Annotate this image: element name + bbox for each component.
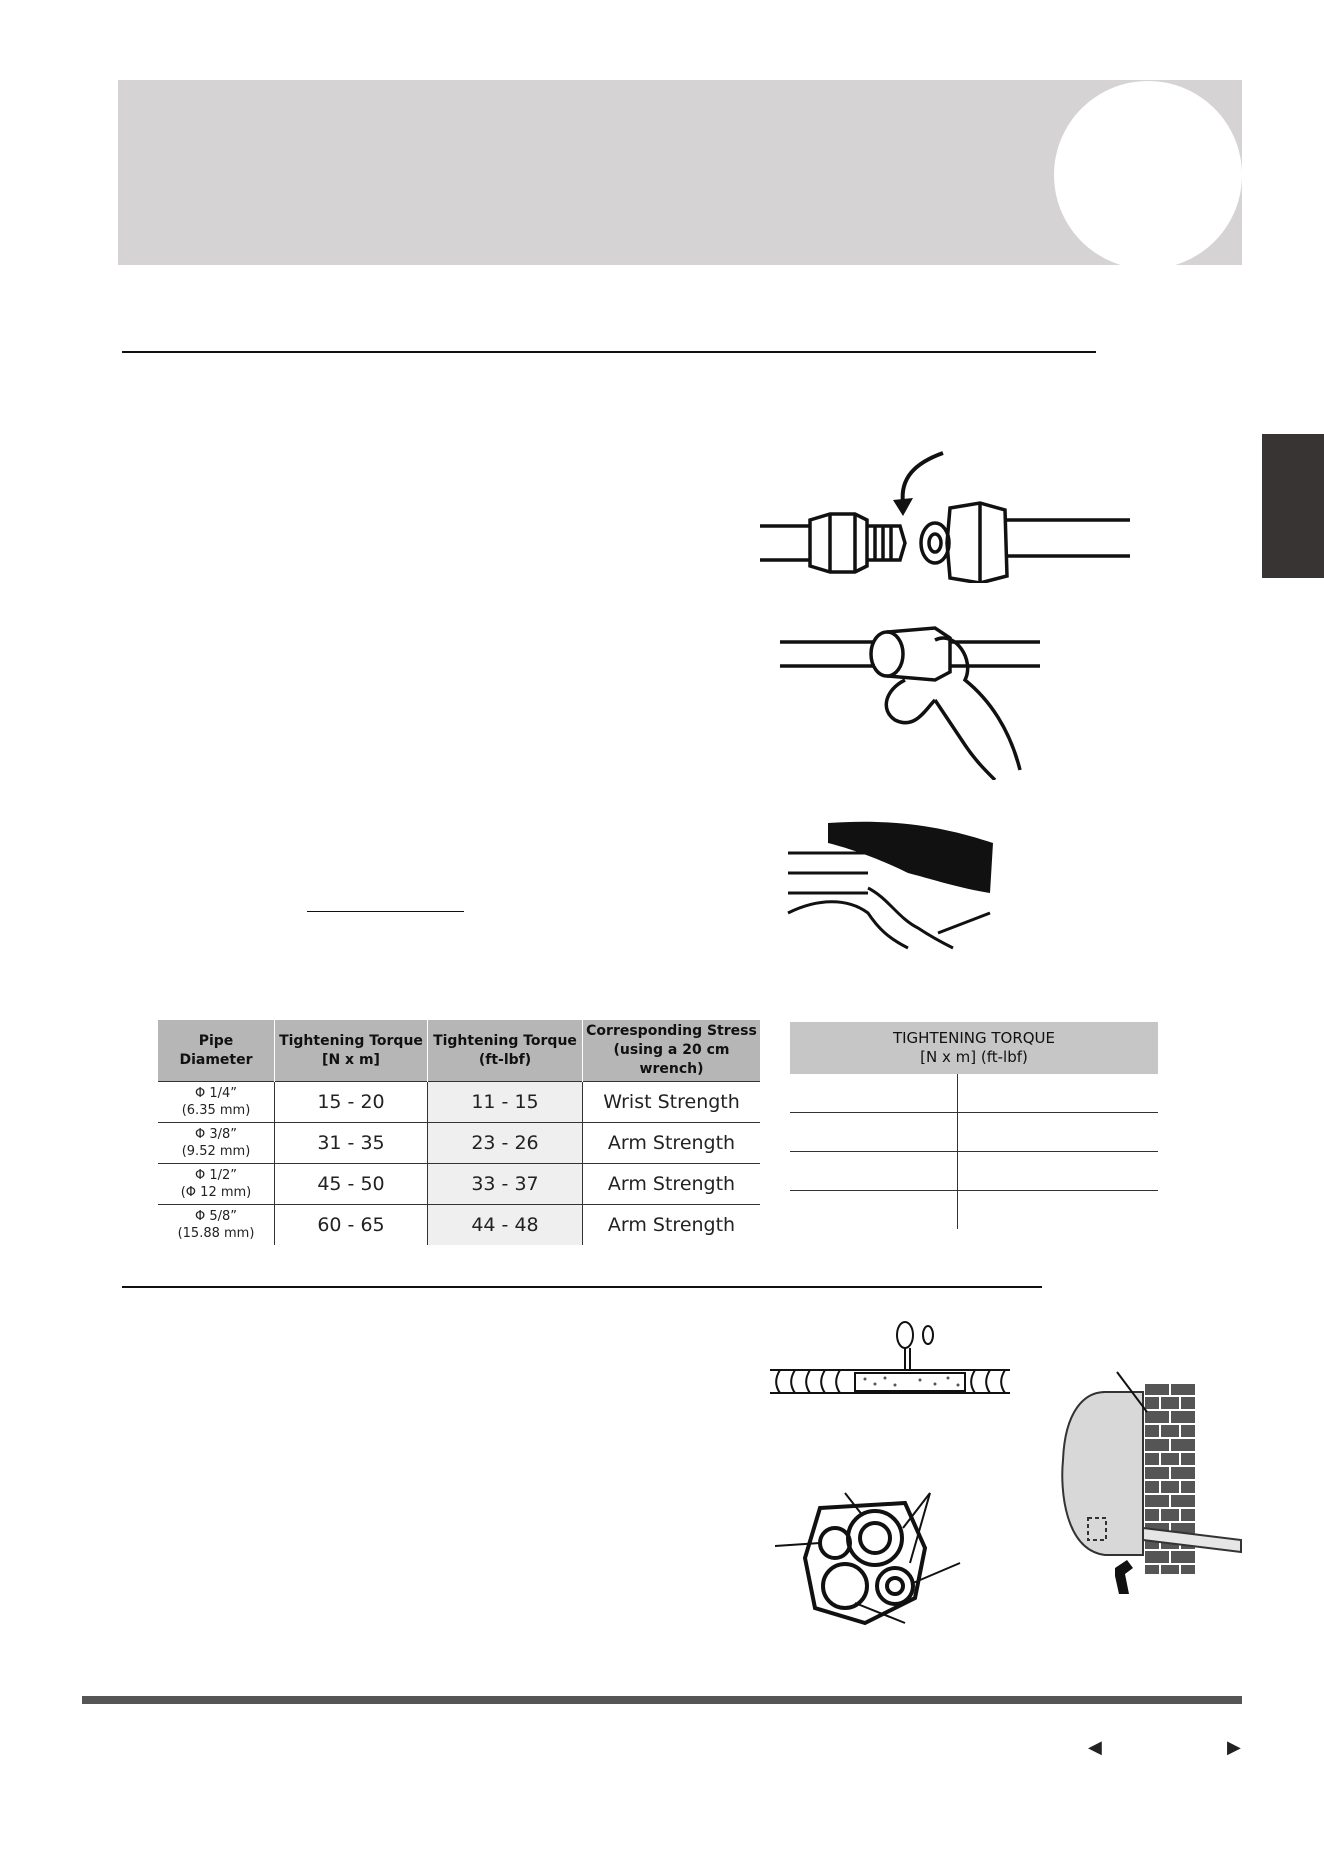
diameter-value: Φ 3/8” xyxy=(194,1127,238,1142)
tightening-torque-header xyxy=(790,1022,1158,1074)
column-divider xyxy=(957,1191,958,1229)
section-rule-top xyxy=(122,351,1096,353)
wrapping-pipes-illustration xyxy=(778,818,998,953)
pipe-diameter-cell xyxy=(158,1164,275,1205)
right-triangle-icon[interactable]: ▶ xyxy=(1227,1737,1241,1757)
torque-ftlbf-cell: 33 - 37 xyxy=(428,1164,583,1205)
header-line: (using a 20 cm wrench) xyxy=(613,1042,730,1077)
left-triangle-icon[interactable]: ◀ xyxy=(1088,1737,1102,1757)
pipe-diameter-cell xyxy=(158,1205,275,1246)
chapter-tab[interactable] xyxy=(1262,434,1324,578)
header-circle xyxy=(1054,81,1242,269)
torque-ftlbf-cell: 11 - 15 xyxy=(428,1082,583,1123)
header-pipe-diameter xyxy=(158,1020,275,1082)
hand-tightening-illustration xyxy=(775,620,1055,780)
diameter-mm: (15.88 mm) xyxy=(177,1226,255,1241)
stress-cell: Wrist Strength xyxy=(583,1082,761,1123)
torque-nm-cell: 60 - 65 xyxy=(275,1205,428,1246)
header-line: Pipe xyxy=(198,1032,234,1049)
pipe-clamp-illustration xyxy=(770,1318,1015,1398)
stress-cell: Arm Strength xyxy=(583,1164,761,1205)
indoor-unit-wall-illustration xyxy=(1055,1370,1245,1595)
header-line: (ft-lbf) xyxy=(478,1051,532,1068)
column-divider xyxy=(957,1074,958,1112)
flare-connection-illustration xyxy=(755,448,1135,583)
down-arrow-icon xyxy=(1115,1560,1133,1594)
torque-nm-cell: 31 - 35 xyxy=(275,1123,428,1164)
diameter-mm: (Φ 12 mm) xyxy=(180,1185,252,1200)
tightening-torque-table xyxy=(790,1022,1158,1229)
section-rule-bottom xyxy=(122,1286,1042,1288)
table-row xyxy=(790,1074,1158,1113)
tightening-torque-units: [N x m] (ft-lbf) xyxy=(920,1048,1028,1066)
table-row xyxy=(158,1123,760,1164)
diameter-value: Φ 1/2” xyxy=(194,1168,238,1183)
table-row xyxy=(158,1082,760,1123)
torque-ftlbf-cell: 44 - 48 xyxy=(428,1205,583,1246)
diameter-mm: (9.52 mm) xyxy=(181,1144,251,1159)
table-row xyxy=(158,1164,760,1205)
header-line: [N x m] xyxy=(322,1051,380,1068)
stress-cell: Arm Strength xyxy=(583,1123,761,1164)
stress-cell: Arm Strength xyxy=(583,1205,761,1246)
table-row xyxy=(790,1152,1158,1191)
header-torque-ftlbf xyxy=(428,1020,583,1082)
table-row xyxy=(790,1191,1158,1229)
header-torque-nm xyxy=(275,1020,428,1082)
table-row xyxy=(790,1113,1158,1152)
header-line: Tightening Torque xyxy=(433,1032,577,1049)
rotate-arrow-icon xyxy=(893,498,913,516)
column-divider xyxy=(957,1152,958,1190)
torque-nm-cell: 45 - 50 xyxy=(275,1164,428,1205)
footer-bar xyxy=(82,1696,1242,1704)
table-row xyxy=(158,1205,760,1246)
header-line: Diameter xyxy=(179,1051,253,1068)
underline-mark xyxy=(307,911,464,912)
torque-nm-cell: 15 - 20 xyxy=(275,1082,428,1123)
torque-ftlbf-cell: 23 - 26 xyxy=(428,1123,583,1164)
diameter-value: Φ 1/4” xyxy=(194,1086,238,1101)
header-line: Corresponding Stress xyxy=(586,1023,757,1039)
column-divider xyxy=(957,1113,958,1151)
tightening-torque-title: TIGHTENING TORQUE xyxy=(892,1029,1056,1047)
torque-table-header-row xyxy=(158,1020,760,1082)
header-line: Tightening Torque xyxy=(279,1032,423,1049)
diameter-mm: (6.35 mm) xyxy=(181,1103,251,1118)
header-corresponding-stress xyxy=(583,1020,761,1082)
pipe-bundle-cross-section xyxy=(775,1488,965,1628)
pipe-diameter-cell xyxy=(158,1082,275,1123)
diameter-value: Φ 5/8” xyxy=(194,1209,238,1224)
torque-table xyxy=(158,1020,760,1245)
pipe-diameter-cell xyxy=(158,1123,275,1164)
